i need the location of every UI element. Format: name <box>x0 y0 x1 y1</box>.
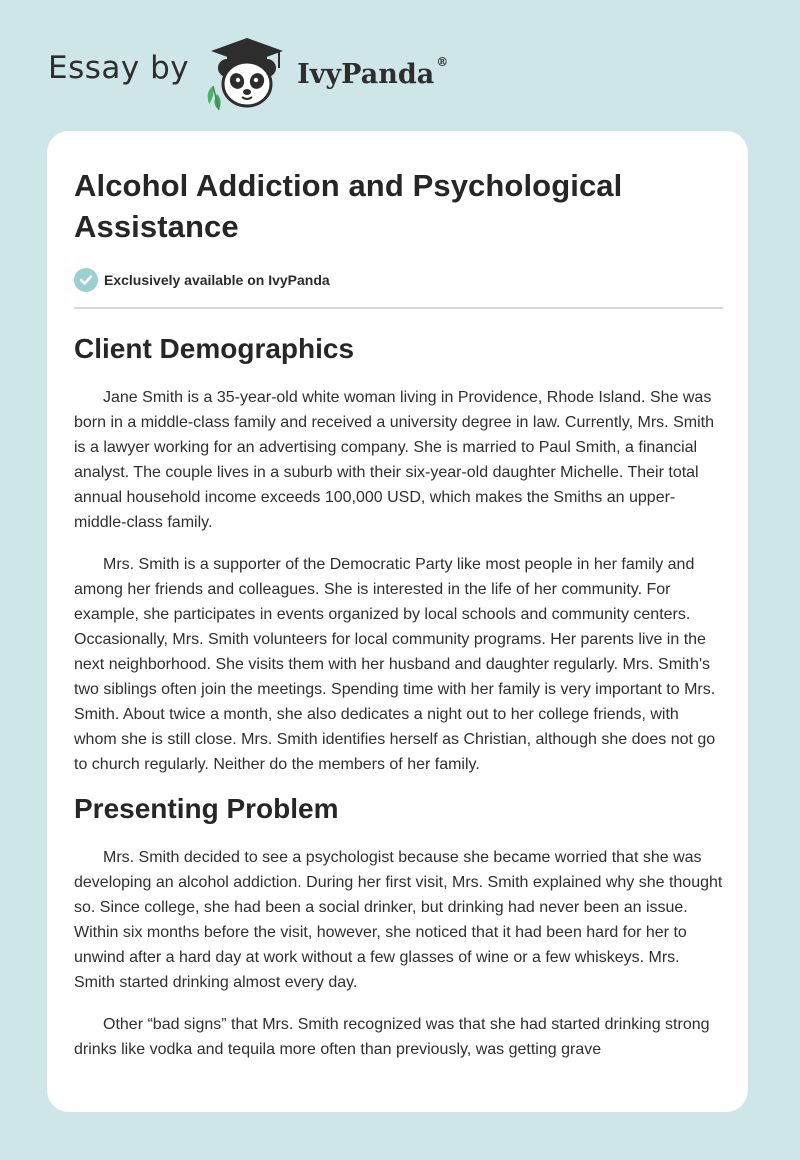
paragraph: Jane Smith is a 35-year-old white woman living in Providence, Rhode Island. She was born in a middle-class family and received a university degree in law. Currently, Mrs. Smith is a lawyer working for an advertising company. She is married to Paul Smith, a financial analyst. The couple lives in a suburb with their six-year-old daughter Michelle. Their total annual household income exceeds 100,000 USD, which makes the Smiths an upper-middle-class family. <box>74 389 714 531</box>
check-circle-icon <box>74 268 98 292</box>
paragraph: Other “bad signs” that Mrs. Smith recognized was that she had started drinking strong drinks like vodka and tequila more often than previously, was getting grave <box>74 1016 710 1058</box>
title-divider <box>74 307 723 309</box>
section-client-demographics <box>74 332 721 777</box>
ivypanda-wordmark: IvyPanda ® <box>297 54 449 90</box>
essay-by-label: Essay by <box>48 50 190 86</box>
essay-title: Alcohol Addiction and Psychological Assistance <box>74 168 623 244</box>
section-heading: Presenting Problem <box>74 793 339 824</box>
section-heading: Client Demographics <box>74 333 355 364</box>
essay-card <box>47 131 748 1112</box>
brand-header[interactable] <box>48 34 448 110</box>
exclusive-badge-text: Exclusively available on IvyPanda <box>104 272 330 288</box>
paragraph: Mrs. Smith decided to see a psychologist because she became worried that she was developing an alcohol addiction. During her first visit, Mrs. Smith explained why she thought so. Since college, she had been a social drinker, but drinking had never been an issue. Within six months before the visit, however, she noticed that it had been hard for her to unwind after a hard day at work without a few glasses of wine or a few whiskeys. Mrs. Smith started drinking almost every day. <box>74 849 723 991</box>
section-presenting-problem <box>74 792 721 1062</box>
paragraph: Mrs. Smith is a supporter of the Democratic Party like most people in her family and among her friends and colleagues. She is interested in the life of her community. For example, she participates in events organized by local schools and community centers. Occasionally, Mrs. Smith volunteers for local community programs. Her parents live in the next neighborhood. She visits them with her husband and daughter regularly. Mrs. Smith's two siblings often join the meetings. Spending time with her family is very important to Mrs. Smith. About twice a month, she also dedicates a night out to her college friends, with whom she is still close. Mrs. Smith identifies herself as Christian, although she does not go to church regularly. Neither do the members of her family. <box>74 556 716 773</box>
exclusive-badge <box>74 268 721 292</box>
panda-graduate-icon <box>199 34 295 110</box>
